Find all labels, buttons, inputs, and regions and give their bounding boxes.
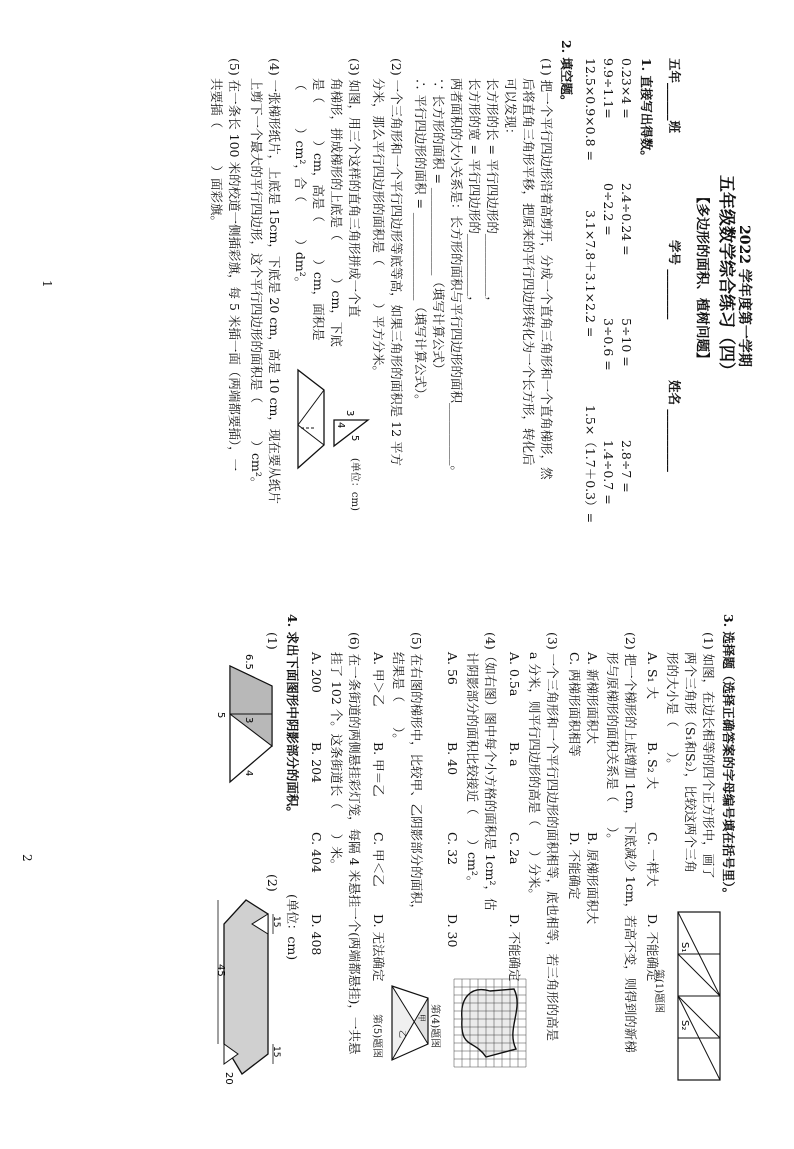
question-text: (5) 在右图的梯形中，比较甲、乙阴影部分的面积， bbox=[409, 632, 424, 917]
question-text: 分米，那么平行四边形的面积是（ ）平方分米。 bbox=[371, 78, 386, 379]
option-d: D. 30 bbox=[445, 914, 460, 948]
option-a: A. 甲＞乙 bbox=[371, 652, 386, 707]
term-header: 2022 学年度第一学期 bbox=[736, 225, 752, 367]
question-text: a 分米，则平行四边形的高是（ ）分米。 bbox=[527, 652, 542, 901]
figure-label: 甲 bbox=[417, 1014, 426, 1022]
sheet-page-2-content bbox=[0, 574, 794, 1149]
shaded-hexagon-figure bbox=[215, 894, 281, 1085]
option-a: A. 0.5a bbox=[507, 652, 522, 697]
calc-item: 5÷10 = bbox=[619, 318, 634, 367]
question-text: (4)（如右图）图中每个小方格的面积是 1cm²，估 bbox=[483, 632, 498, 911]
question-text: (2) 把一个梯形的上底增加 1cm，下底减少 1cm，若高不变，则得到的新梯 bbox=[623, 632, 638, 1053]
question-text: 是（ ）cm，高是（ ）cm，面积是 bbox=[311, 78, 326, 341]
option-b: B. a bbox=[507, 742, 522, 767]
question-text: 角梯形，拼成梯形的上底是（ ）cm，下底 bbox=[329, 78, 344, 347]
option-b: B. 204 bbox=[309, 742, 324, 783]
calc-item: 1.4÷0.7 = bbox=[601, 440, 616, 505]
question-text: 长方形的长 = 平行四边形的__________， bbox=[485, 78, 500, 309]
dimension-label: 15 bbox=[271, 916, 281, 928]
question-text: 形的大小是（ ）。 bbox=[665, 652, 680, 771]
question-text: （ ）cm²，合（ ）dm²。 bbox=[293, 78, 308, 290]
option-a: A. 新梯形面积大 bbox=[585, 652, 600, 744]
question-text: 结果是（ ）。 bbox=[391, 652, 406, 746]
dimension-label: 3 bbox=[243, 717, 254, 724]
option-b: B. 原梯形面积大 bbox=[585, 832, 600, 925]
figure-caption: 第(4)题图 bbox=[429, 1004, 440, 1049]
question-text: (5) 在一条长 100 米的校道一侧插彩旗，每 5 米插一面（两端都要插），一 bbox=[227, 58, 242, 472]
figure-label: 乙 bbox=[398, 1030, 407, 1038]
section-2-title: 2. 填空题。 bbox=[559, 40, 574, 108]
question-text: 形与原梯形的面积关系是（ ）。 bbox=[605, 652, 620, 846]
question-text: 长方形的宽 = 平行四边形的__________， bbox=[467, 78, 482, 309]
dimension-label: 4 bbox=[243, 770, 254, 777]
class-field[interactable]: 五年______班 bbox=[667, 58, 682, 134]
option-a: A. S₁ 大 bbox=[645, 652, 660, 700]
dimension-label: 5 bbox=[215, 712, 226, 719]
option-c: C. 甲＜乙 bbox=[371, 832, 386, 887]
question-text: (6) 在一条街道的两侧悬挂彩灯笼，每隔 4 米悬挂一个(两端都悬挂)，一共悬 bbox=[347, 632, 362, 1055]
figure-label: 3 bbox=[344, 410, 355, 417]
question-text: 共要插（ ）面彩旗。 bbox=[209, 78, 224, 229]
section-4-title: 4. 求出下面图形中阴影部分的面积。 bbox=[285, 614, 300, 819]
figure-label: 4 bbox=[335, 422, 346, 429]
calc-item: 0÷2.2 = bbox=[601, 183, 616, 236]
page-number: 1 bbox=[40, 280, 54, 288]
dimension-label: 45 bbox=[215, 964, 226, 977]
figure-2-label: (2) bbox=[265, 874, 280, 892]
worksheet-subtitle: 【多边形的面积、植树问题】 bbox=[694, 190, 710, 366]
unit-note: (单位：cm) bbox=[285, 894, 300, 961]
figure-label: 5 bbox=[349, 435, 360, 442]
sheet-page-1-content bbox=[0, 0, 794, 574]
option-a: A. 56 bbox=[445, 652, 460, 685]
question-text: 计阴影部分的面积比较接近（ ）cm²。 bbox=[465, 652, 480, 889]
grid-estimate-figure bbox=[446, 979, 526, 1079]
option-d: D. 不能确定 bbox=[567, 832, 582, 900]
calc-item: 2.8÷7 = bbox=[619, 440, 634, 493]
question-text: 上剪下一个最大的平行四边形，这个平行四边形的面积是（ ）cm²。 bbox=[249, 78, 264, 490]
option-d: D. 408 bbox=[309, 914, 324, 956]
option-c: C. 404 bbox=[309, 832, 324, 873]
option-b: B. 甲＝乙 bbox=[371, 742, 386, 797]
question-text: ∴ 平行四边形的面积 = ______________（填写计算公式）。 bbox=[413, 78, 428, 407]
option-b: B. S₂ 大 bbox=[645, 742, 660, 790]
question-text: (1) 如图，在边长相等的四个正方形中，画了 bbox=[701, 632, 716, 879]
question-text: ∵ 长方形的面积 = ______________（填写计算公式） bbox=[431, 78, 446, 376]
calc-item: 3÷0.6 = bbox=[601, 318, 616, 371]
student-number-field[interactable]: 学号 ________ bbox=[667, 240, 682, 320]
calc-item: 1.5×（1.7＋0.3）= bbox=[583, 405, 598, 524]
question-text: (3) 一个三角形和一个平行四边形的面积相等，底也相等，若三角形的高是 bbox=[545, 632, 560, 1042]
question-text: 两个三角形（S₁和S₂），比较这两个三角 bbox=[683, 652, 698, 873]
option-d: D. 无法确定 bbox=[371, 914, 386, 982]
triangle-trapezoid-figure bbox=[294, 370, 374, 480]
calc-item: 12.5×0.9×0.8 = bbox=[583, 58, 598, 161]
option-d: D. 不能确定 bbox=[645, 914, 660, 982]
dimension-label: 6.5 bbox=[243, 654, 254, 670]
calc-item: 2.4÷0.24 = bbox=[619, 183, 634, 256]
question-text: 两者面积的大小关系是：长方形的面积与平行四边形的面积__________。 bbox=[449, 78, 464, 479]
question-text: 后将直角三角形平移，把原来的平行四边形转化为一个长方形，转化后 bbox=[521, 78, 536, 466]
figure-caption: 第(1)题图 bbox=[653, 969, 664, 1014]
question-text: (2) 一个三角形和一个平行四边形等底等高，如果三角形的面积是 12 平方 bbox=[389, 58, 404, 467]
calc-item: 9.9÷1.1= bbox=[601, 58, 616, 119]
figure-caption: 第(5)题图 bbox=[371, 1014, 382, 1059]
squares-triangles-figure bbox=[668, 912, 720, 1082]
option-c: C. 一样大 bbox=[645, 832, 660, 887]
shaded-trapezoid-figure bbox=[216, 652, 276, 812]
unit-note: (单位：cm) bbox=[349, 458, 360, 511]
question-text: 挂了 102 个。这条街道长（ ）米。 bbox=[329, 652, 344, 872]
page-number: 2 bbox=[20, 854, 34, 862]
option-b: B. 40 bbox=[445, 742, 460, 776]
figure-label: S₁ bbox=[679, 942, 690, 953]
worksheet-title: 五年级数学综合练习（四） bbox=[716, 175, 736, 379]
sheet-page-1 bbox=[0, 0, 794, 574]
figure-label: S₂ bbox=[679, 1020, 690, 1031]
calc-item: 3.1×7.8＋3.1×2.2 = bbox=[583, 210, 598, 338]
dimension-label: 20 bbox=[223, 1072, 234, 1085]
option-c: C. 两梯形面积相等 bbox=[567, 652, 582, 757]
trapezoid-compare-figure bbox=[382, 984, 432, 1064]
option-c: C. 2a bbox=[507, 832, 522, 865]
figure-1-label: (1) bbox=[265, 632, 280, 650]
dimension-label: 15 bbox=[271, 1046, 281, 1058]
sheet-page-2 bbox=[0, 574, 794, 1149]
question-text: 可以发现： bbox=[503, 78, 518, 141]
section-1-title: 1. 直接写出得数。 bbox=[639, 58, 654, 163]
section-3-title: 3. 选择题（选择正确答案的字母编号填在括号里）。 bbox=[721, 614, 736, 901]
option-c: C. 32 bbox=[445, 832, 460, 865]
student-name-field[interactable]: 姓名 __________ bbox=[667, 380, 682, 472]
calc-item: 0.23×4 = bbox=[619, 58, 634, 119]
question-text: (3) 如图，用三个这样的直角三角形拼成一个直 bbox=[347, 58, 362, 318]
option-d: D. 不能确定 bbox=[507, 914, 522, 982]
option-a: A. 200 bbox=[309, 652, 324, 693]
question-text: (4) 一张梯形纸片，上底是 15cm，下底是 20 cm，高是 10 cm，现在要从纸片 bbox=[267, 58, 282, 504]
question-text: (1) 把一个平行四边形沿着高剪开，分成一个直角三角形和一个直角梯形，然 bbox=[539, 58, 554, 480]
